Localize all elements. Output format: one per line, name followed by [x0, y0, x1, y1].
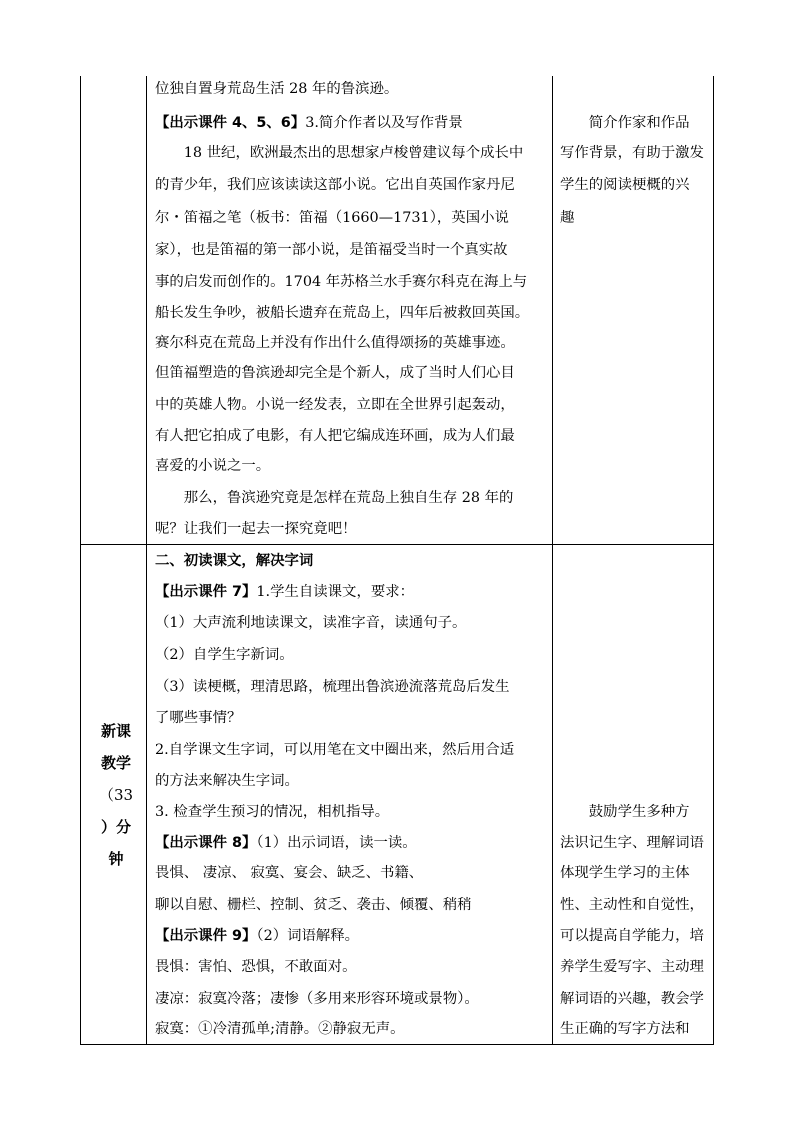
- text-fragment: 3.简介作者以及写作背景: [305, 115, 463, 131]
- text-line: （1）大声流利地读课文，读准字音，读通句子。: [155, 615, 467, 631]
- text-line: 的方法来解决生字词。: [155, 773, 299, 789]
- note-line: 养学生爱写字、主动理: [560, 959, 704, 975]
- label-line: ）分: [100, 818, 131, 836]
- text-line: [155, 110, 463, 136]
- note-line: 鼓励学生多种方: [560, 804, 690, 820]
- note-line: 体现学生学习的主体: [560, 865, 690, 881]
- label-fragment: （33: [98, 786, 134, 804]
- text-line: 赛尔科克在荒岛上并没有作出什么值得颂扬的英雄事迹。: [155, 335, 515, 351]
- text-fragment: （2）词语解释。: [256, 928, 360, 944]
- label-line: 教学: [100, 754, 131, 772]
- label-line: 新课: [100, 722, 131, 740]
- text-line: 尔・笛福之笔（板书：笛福（1660—1731），英国小说: [155, 210, 509, 226]
- label-line: 钟: [108, 850, 124, 868]
- text-line: 家），也是笛福的第一部小说，是笛福受当时一个真实故: [155, 242, 508, 258]
- courseware-tag: 【出示课件 4、5、6】: [155, 115, 306, 131]
- text-line: 18 世纪，欧洲最杰出的思想家卢梭曾建议每个成长中: [155, 145, 524, 161]
- text-line: 3. 检查学生预习的情况，相机指导。: [155, 804, 390, 820]
- text-line: 位独自置身荒岛生活 28 年的鲁滨逊。: [155, 81, 399, 97]
- text-line: [155, 579, 414, 605]
- text-line: 聊以自慰、栅栏、控制、贫乏、袭击、倾覆、稍稍: [155, 897, 472, 913]
- note-line: 性、主动性和自觉性，: [560, 897, 704, 913]
- text-line: 的青少年，我们应该读读这部小说。它出自英国作家丹尼: [155, 177, 515, 193]
- text-line: （2）自学生字新词。: [155, 647, 294, 663]
- text-line: [155, 923, 359, 949]
- text-line: 凄凉：寂寞冷落；凄惨（多用来形容环境或景物）。: [155, 991, 479, 1007]
- text-line: 了哪些事情？: [155, 710, 242, 726]
- note-line: 写作背景，有助于激发: [560, 145, 704, 161]
- note-line: 法识记生字、理解词语: [560, 835, 704, 851]
- table-divider-1: [146, 76, 147, 1045]
- text-line: 那么，鲁滨逊究竟是怎样在荒岛上独自生存 28 年的: [155, 490, 514, 506]
- note-line: 学生的阅读梗概的兴: [560, 177, 690, 193]
- table-divider-2: [552, 76, 553, 1045]
- courseware-tag: 【出示课件 9】: [155, 928, 257, 944]
- note-line: 生正确的写字方法和: [560, 1021, 690, 1037]
- text-line: 畏惧、 凄凉、 寂寞、宴会、缺乏、书籍、: [155, 865, 424, 881]
- section-heading: 二、初读课文，解决字词: [155, 553, 314, 569]
- text-fragment: （1）出示词语，读一读。: [256, 835, 417, 851]
- text-line: 中的英雄人物。小说一经发表，立即在全世界引起轰动，: [155, 397, 515, 413]
- table-border-bottom: [80, 1044, 714, 1045]
- table-row-divider: [80, 544, 714, 545]
- text-line: 喜爱的小说之一。: [155, 458, 271, 474]
- text-line: 2.自学课文生字词，可以用笔在文中圈出来，然后用合适: [155, 742, 515, 758]
- text-line: [155, 830, 417, 856]
- note-line: 解词语的兴趣，教会学: [560, 991, 704, 1007]
- text-line: 船长发生争吵，被船长遗弃在荒岛上，四年后被救回英国。: [155, 305, 530, 321]
- text-line: 呢？让我们一起去一探究竟吧！: [155, 521, 357, 537]
- text-line: 畏惧：害怕、恐惧，不敢面对。: [155, 959, 357, 975]
- text-line: 但笛福塑造的鲁滨逊却完全是个新人，成了当时人们心目: [155, 365, 515, 381]
- table-border-left: [80, 76, 81, 1045]
- text-line: （3）读梗概，理清思路，梳理出鲁滨逊流落荒岛后发生: [155, 679, 510, 695]
- note-line: 趣: [560, 210, 575, 226]
- text-line: 寂寞：①冷清孤单;清静。②静寂无声。: [155, 1021, 405, 1037]
- courseware-tag: 【出示课件 8】: [155, 835, 257, 851]
- note-line: 可以提高自学能力，培: [560, 928, 704, 944]
- text-fragment: 1.学生自读课文，要求：: [256, 584, 415, 600]
- table-border-right: [713, 76, 714, 1045]
- text-line: 事的启发而创作的。1704 年苏格兰水手赛尔科克在海上与: [155, 274, 528, 290]
- text-line: 有人把它拍成了电影，有人把它编成连环画，成为人们最: [155, 428, 515, 444]
- courseware-tag: 【出示课件 7】: [155, 584, 257, 600]
- note-line: 简介作家和作品: [560, 115, 690, 131]
- label-line: [86, 782, 146, 808]
